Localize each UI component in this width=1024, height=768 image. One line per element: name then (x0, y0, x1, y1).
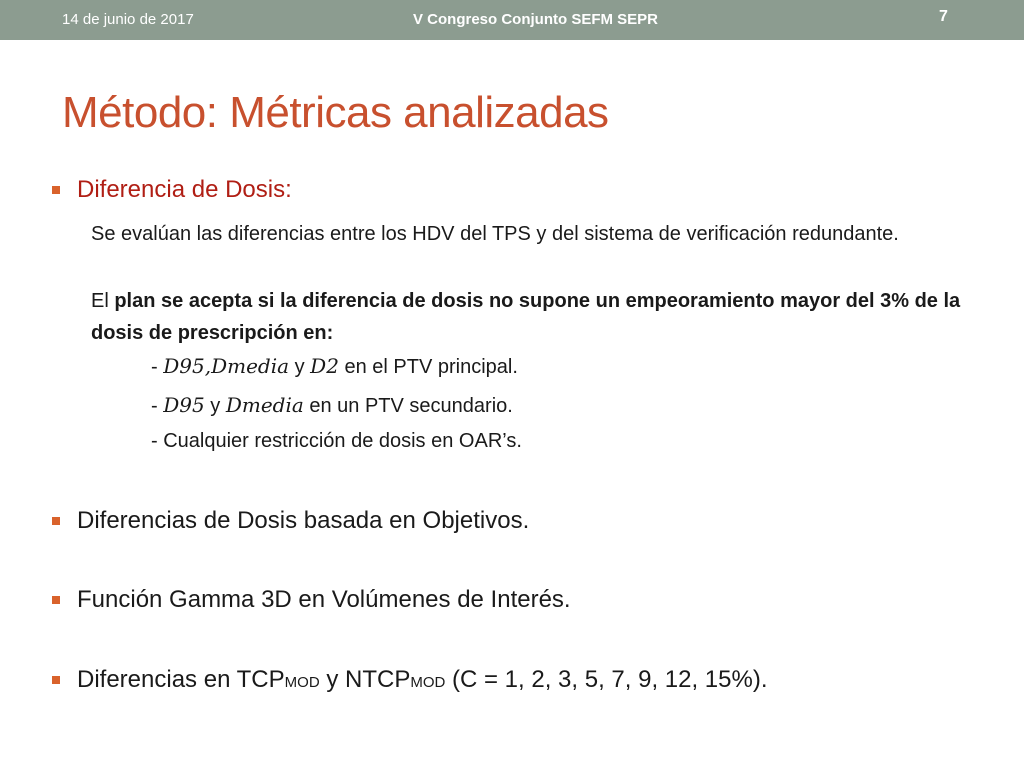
sub-dash: - (151, 395, 164, 417)
slide-title: Método: Métricas analizadas (62, 88, 609, 137)
sub-item-ptv-principal (151, 354, 518, 379)
tcp-mod: MOD (284, 674, 320, 691)
slide-date: 14 de junio de 2017 (62, 11, 194, 28)
math-d2: D2 (310, 354, 339, 378)
sub-and: y (204, 395, 226, 417)
sub-item-ptv-secundario (151, 393, 513, 418)
conference-name: V Congreso Conjunto SEFM SEPR (413, 11, 659, 28)
ntcp-mod: MOD (410, 674, 446, 691)
header-bar (0, 0, 1024, 40)
tcp-prefix: Diferencias en TCP (77, 666, 285, 693)
page-number: 7 (939, 8, 948, 25)
sub-and: y (289, 356, 311, 378)
math-d95: D95 (163, 393, 205, 417)
acceptance-prefix: El (91, 290, 115, 312)
paragraph-acceptance (91, 285, 991, 349)
bullet-diferencia-dosis: Diferencia de Dosis: (77, 176, 292, 203)
acceptance-bold: plan se acepta si la diferencia de dosis no supone un empeoramiento mayor del 3% de la dosis de prescripción en: (91, 290, 961, 344)
math-dmedia: Dmedia (225, 393, 304, 417)
sub-rest: en el PTV principal. (338, 356, 518, 378)
bullet-marker (52, 596, 60, 604)
math-comma: , (204, 354, 212, 378)
sub-item-oar: - Cualquier restricción de dosis en OAR’s. (151, 430, 522, 452)
sub-rest: en un PTV secundario. (303, 395, 513, 417)
bullet-tcp (77, 666, 768, 694)
bullet-marker (52, 676, 60, 684)
math-dmedia: Dmedia (211, 354, 290, 378)
math-d95: D95 (163, 354, 205, 378)
bullet-marker (52, 186, 60, 194)
paragraph-description: Se evalúan las diferencias entre los HDV del TPS y del sistema de verificación redundante. (91, 223, 899, 245)
tcp-suffix: (C = 1, 2, 3, 5, 7, 9, 12, 15%). (445, 666, 768, 693)
bullet-objetivos: Diferencias de Dosis basada en Objetivos. (77, 507, 530, 534)
sub-dash: - (151, 356, 164, 378)
bullet-gamma: Función Gamma 3D en Volúmenes de Interés. (77, 586, 571, 613)
tcp-middle: y NTCP (319, 666, 411, 693)
bullet-marker (52, 517, 60, 525)
